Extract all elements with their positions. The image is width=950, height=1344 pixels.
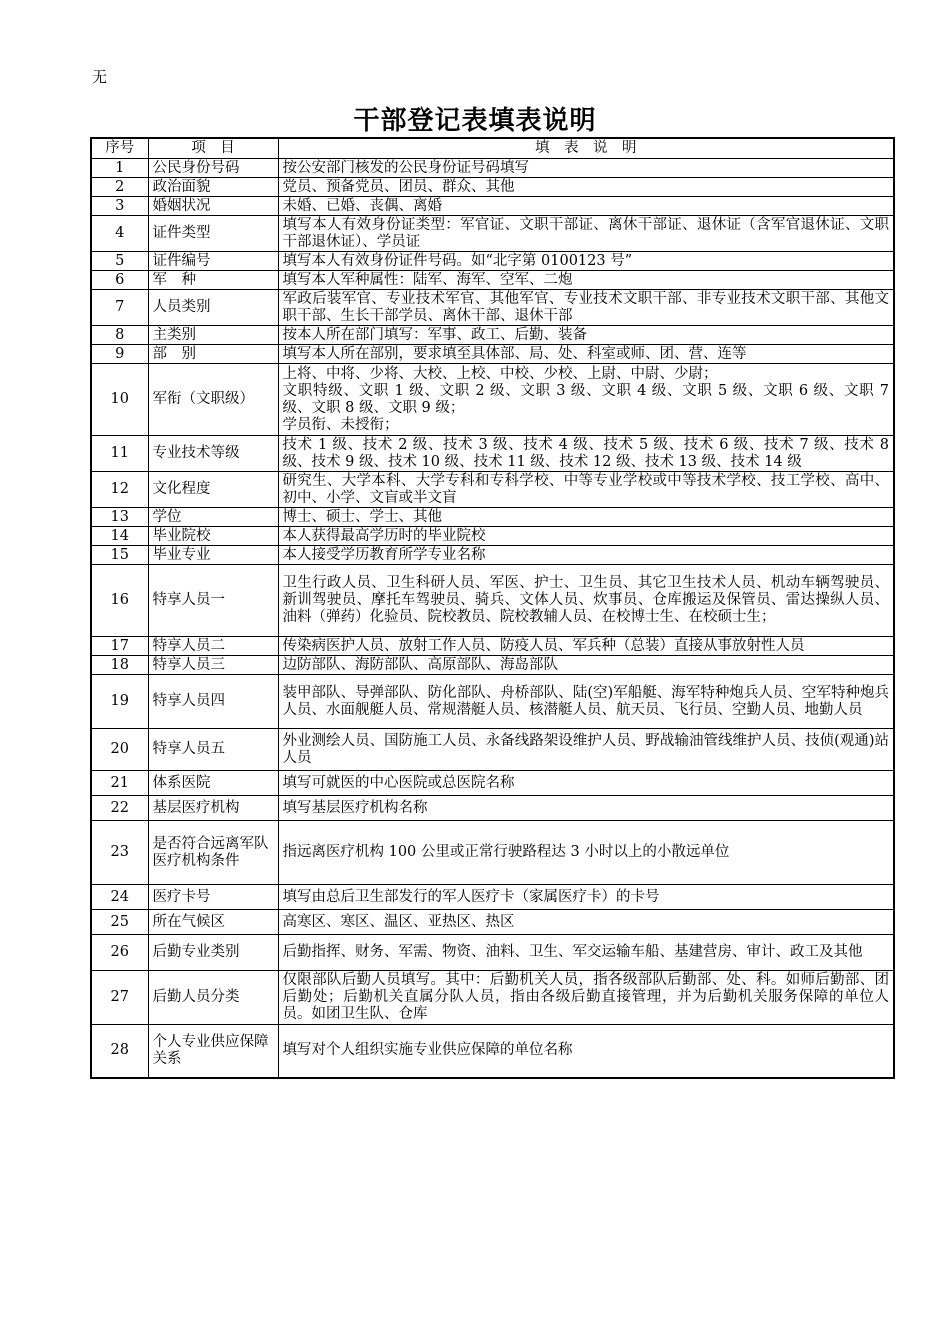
row-number: 8	[91, 326, 148, 345]
table-row	[91, 271, 894, 290]
row-item: 特享人员一	[148, 565, 278, 637]
table-row	[91, 436, 894, 472]
description-line: 填写基层医疗机构名称	[282, 799, 428, 816]
table-row	[91, 971, 894, 1025]
row-number: 27	[91, 971, 148, 1025]
row-description	[278, 436, 894, 472]
row-item: 文化程度	[148, 472, 278, 508]
description-line: 填写本人有效身份证件号码。如“北字第 0100123 号”	[282, 252, 633, 269]
row-number: 22	[91, 796, 148, 821]
description-line: 博士、硕士、学士、其他	[282, 508, 442, 525]
row-description	[278, 472, 894, 508]
table-row	[91, 197, 894, 216]
row-number: 10	[91, 364, 148, 436]
row-item: 医疗卡号	[148, 885, 278, 910]
description-line: 研究生、大学本科、大学专科和专科学校、中等专业学校或中等技术学校、技工学校、高中、初中、小学、文盲或半文盲	[282, 472, 889, 506]
row-description	[278, 796, 894, 821]
row-description	[278, 771, 894, 796]
row-item: 后勤专业类别	[148, 935, 278, 971]
description-line: 仅限部队后勤人员填写。其中：后勤机关人员，指各级部队后勤部、处、科。如师后勤部、团后勤处；后勤机关直属分队人员，指由各级后勤直接管理，并为后勤机关服务保障的单位人员。如团卫生队、仓库	[282, 972, 889, 1022]
description-line: 填写由总后卫生部发行的军人医疗卡（家属医疗卡）的卡号	[282, 888, 660, 905]
row-description	[278, 527, 894, 546]
row-number: 23	[91, 821, 148, 885]
row-description	[278, 637, 894, 656]
corner-mark: 无	[92, 68, 108, 86]
row-item: 主类别	[148, 326, 278, 345]
row-number: 3	[91, 197, 148, 216]
row-number: 11	[91, 436, 148, 472]
row-number: 13	[91, 508, 148, 527]
row-number: 26	[91, 935, 148, 971]
header-desc: 填 表 说 明	[278, 138, 894, 159]
table-row	[91, 527, 894, 546]
description-line: 填写对个人组织实施专业供应保障的单位名称	[282, 1042, 573, 1059]
description-line: 本人获得最高学历时的毕业院校	[282, 527, 486, 544]
row-description	[278, 971, 894, 1025]
table-row	[91, 796, 894, 821]
row-description	[278, 345, 894, 364]
row-description	[278, 271, 894, 290]
row-item: 婚姻状况	[148, 197, 278, 216]
row-number: 5	[91, 252, 148, 271]
table-row	[91, 656, 894, 675]
row-item: 所在气候区	[148, 910, 278, 935]
table-row	[91, 565, 894, 637]
table-row	[91, 508, 894, 527]
row-number: 12	[91, 472, 148, 508]
description-line: 填写可就医的中心医院或总医院名称	[282, 774, 515, 791]
table-row	[91, 290, 894, 326]
row-description	[278, 290, 894, 326]
description-line: 本人接受学历教育所学专业名称	[282, 546, 486, 563]
row-description	[278, 885, 894, 910]
row-item: 部 别	[148, 345, 278, 364]
description-line: 指远离医疗机构 100 公里或正常行驶路程达 3 小时以上的小散远单位	[282, 844, 730, 860]
row-number: 20	[91, 729, 148, 771]
row-number: 28	[91, 1025, 148, 1078]
row-description	[278, 216, 894, 252]
row-description	[278, 656, 894, 675]
row-description	[278, 675, 894, 729]
table-row	[91, 637, 894, 656]
row-description	[278, 508, 894, 527]
description-line: 技术 1 级、技术 2 级、技术 3 级、技术 4 级、技术 5 级、技术 6 级、技术 7 级、技术 8 级、技术 9 级、技术 10 级、技术 11 级、技术 12 级、技术 13 级、技术 14 级	[282, 436, 889, 470]
row-description	[278, 1025, 894, 1078]
description-line: 外业测绘人员、国防施工人员、永备线路架设维护人员、野战输油管线维护人员、技侦(观通)站人员	[282, 732, 889, 766]
instructions-table	[90, 137, 895, 1079]
row-item: 是否符合远离军队医疗机构条件	[148, 821, 278, 885]
table-row	[91, 546, 894, 565]
row-description	[278, 326, 894, 345]
row-description	[278, 178, 894, 197]
description-line: 按本人所在部门填写：军事、政工、后勤、装备	[282, 326, 587, 343]
row-item: 军 种	[148, 271, 278, 290]
description-line: 装甲部队、导弹部队、防化部队、舟桥部队、陆(空)军船艇、海军特种炮兵人员、空军特种炮兵人员、水面舰艇人员、常规潜艇人员、核潜艇人员、航天员、飞行员、空勤人员、地勤人员	[282, 684, 889, 718]
row-number: 21	[91, 771, 148, 796]
row-number: 4	[91, 216, 148, 252]
row-description	[278, 546, 894, 565]
row-item: 证件编号	[148, 252, 278, 271]
description-line: 按公安部门核发的公民身份证号码填写	[282, 159, 529, 176]
row-item: 后勤人员分类	[148, 971, 278, 1025]
description-line: 文职特级、文职 1 级、文职 2 级、文职 3 级、文职 4 级、文职 5 级、文职 6 级、文职 7 级、文职 8 级、文职 9 级；	[282, 382, 889, 416]
row-number: 14	[91, 527, 148, 546]
row-item: 特享人员三	[148, 656, 278, 675]
row-number: 9	[91, 345, 148, 364]
table-header-row	[91, 138, 894, 159]
row-item: 毕业专业	[148, 546, 278, 565]
table-row	[91, 345, 894, 364]
page-title: 干部登记表填表说明	[353, 106, 597, 136]
table-row	[91, 472, 894, 508]
row-item: 公民身份号码	[148, 159, 278, 178]
row-item: 人员类别	[148, 290, 278, 326]
row-item: 特享人员四	[148, 675, 278, 729]
table-row	[91, 821, 894, 885]
table-row	[91, 675, 894, 729]
row-description	[278, 252, 894, 271]
row-number: 19	[91, 675, 148, 729]
table-row	[91, 216, 894, 252]
row-description	[278, 729, 894, 771]
row-description	[278, 197, 894, 216]
row-number: 1	[91, 159, 148, 178]
description-line: 传染病医护人员、放射工作人员、防疫人员、军兵种（总装）直接从事放射性人员	[282, 637, 805, 654]
description-line: 边防部队、海防部队、高原部队、海岛部队	[282, 656, 558, 673]
row-item: 毕业院校	[148, 527, 278, 546]
table-body	[91, 159, 894, 1078]
row-item: 证件类型	[148, 216, 278, 252]
description-line: 后勤指挥、财务、军需、物资、油料、卫生、军交运输车船、基建营房、审计、政工及其他	[282, 944, 863, 960]
description-line: 卫生行政人员、卫生科研人员、军医、护士、卫生员、其它卫生技术人员、机动车辆驾驶员、新训驾驶员、摩托车驾驶员、骑兵、文体人员、炊事员、仓库搬运及保管员、雷达操纵人员、油料（弹药）化验员、院校教员、院校教辅人员、在校博士生、在校硕士生；	[282, 575, 889, 625]
row-item: 个人专业供应保障关系	[148, 1025, 278, 1078]
description-line: 填写本人军种属性：陆军、海军、空军、二炮	[282, 271, 573, 288]
row-number: 18	[91, 656, 148, 675]
row-item: 特享人员五	[148, 729, 278, 771]
row-number: 24	[91, 885, 148, 910]
description-line: 上将、中将、少将、大校、上校、中校、少校、上尉、中尉、少尉；	[282, 365, 718, 382]
header-no: 序号	[91, 138, 148, 159]
row-item: 专业技术等级	[148, 436, 278, 472]
table-row	[91, 1025, 894, 1078]
row-description	[278, 364, 894, 436]
table-row	[91, 885, 894, 910]
table-row	[91, 771, 894, 796]
row-number: 6	[91, 271, 148, 290]
row-item: 体系医院	[148, 771, 278, 796]
description-line: 填写本人有效身份证类型：军官证、文职干部证、离休干部证、退休证（含军官退休证、文职干部退休证）、学员证	[282, 216, 889, 250]
description-line: 学员衔、未授衔；	[282, 416, 399, 433]
row-item: 特享人员二	[148, 637, 278, 656]
table-row	[91, 178, 894, 197]
row-number: 15	[91, 546, 148, 565]
row-item: 基层医疗机构	[148, 796, 278, 821]
row-description	[278, 821, 894, 885]
row-number: 7	[91, 290, 148, 326]
table-row	[91, 159, 894, 178]
row-description	[278, 565, 894, 637]
row-item: 军衔（文职级）	[148, 364, 278, 436]
description-line: 高寒区、寒区、温区、亚热区、热区	[282, 913, 515, 930]
row-number: 2	[91, 178, 148, 197]
table-row	[91, 252, 894, 271]
table-row	[91, 729, 894, 771]
row-description	[278, 159, 894, 178]
row-number: 25	[91, 910, 148, 935]
table-row	[91, 364, 894, 436]
description-line: 未婚、已婚、丧偶、离婚	[282, 197, 442, 214]
table-row	[91, 326, 894, 345]
row-description	[278, 910, 894, 935]
table-row	[91, 935, 894, 971]
description-line: 军政后装军官、专业技术军官、其他军官、专业技术文职干部、非专业技术文职干部、其他文职干部、生长干部学员、离休干部、退休干部	[282, 290, 889, 324]
row-number: 16	[91, 565, 148, 637]
row-item: 学位	[148, 508, 278, 527]
row-description	[278, 935, 894, 971]
row-item: 政治面貌	[148, 178, 278, 197]
table-row	[91, 910, 894, 935]
header-item: 项 目	[148, 138, 278, 159]
row-number: 17	[91, 637, 148, 656]
description-line: 党员、预备党员、团员、群众、其他	[282, 178, 515, 195]
description-line: 填写本人所在部别，要求填至具体部、局、处、科室或师、团、营、连等	[282, 345, 747, 362]
